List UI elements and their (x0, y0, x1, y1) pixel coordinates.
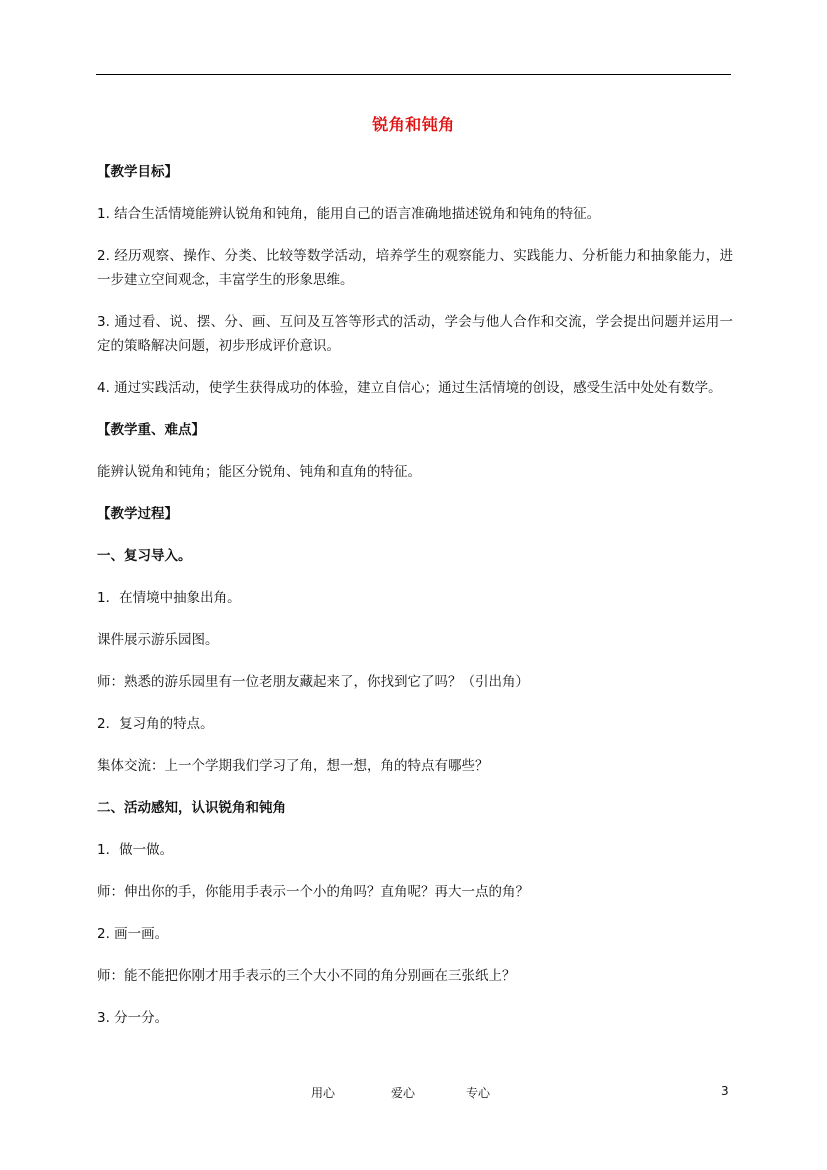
paragraph-draw-it: 2. 画一画。 (97, 926, 169, 942)
subheading-review: 一、复习导入。 (97, 548, 192, 564)
paragraph-teacher-2: 师：伸出你的手，你能用手表示一个小的角吗？直角呢？再大一点的角？ (97, 884, 529, 900)
section-heading-process: 【教学过程】 (97, 506, 178, 522)
paragraph-step-1: 1．在情境中抽象出角。 (97, 590, 241, 606)
footer-motto-2: 爱心 (391, 1086, 416, 1100)
paragraph-objective-2: 2. 经历观察、操作、分类、比较等数学活动，培养学生的观察能力、实践能力、分析能力和抽象能力，进一步建立空间观念，丰富学生的形象思维。 (97, 248, 733, 288)
paragraph-sort-it: 3. 分一分。 (97, 1010, 169, 1026)
paragraph-objective-4: 4. 通过实践活动，使学生获得成功的体验，建立自信心；通过生活情境的创设，感受生活中处处有数学。 (97, 380, 722, 396)
footer-motto-1: 用心 (311, 1086, 336, 1100)
paragraph-objective-3: 3. 通过看、说、摆、分、画、互问及互答等形式的活动，学会与他人合作和交流，学会提出问题并运用一定的策略解决问题，初步形成评价意识。 (97, 314, 733, 354)
paragraph-group-discussion: 集体交流：上一个学期我们学习了角，想一想，角的特点有哪些？ (97, 758, 489, 774)
paragraph-step-2: 2．复习角的特点。 (97, 716, 214, 732)
paragraph-teacher-1: 师：熟悉的游乐园里有一位老朋友藏起来了，你找到它了吗？（引出角） (97, 674, 529, 690)
document-title: 锐角和钝角 (372, 115, 455, 134)
paragraph-courseware: 课件展示游乐园图。 (97, 632, 219, 648)
footer-motto-3: 专心 (466, 1086, 491, 1100)
paragraph-do-it: 1．做一做。 (97, 842, 174, 858)
section-heading-key-points: 【教学重、难点】 (97, 422, 205, 438)
header-rule (96, 74, 731, 75)
page-number: 3 (721, 1084, 729, 1098)
document-body (97, 160, 733, 1048)
paragraph-objective-1: 1. 结合生活情境能辨认锐角和钝角，能用自己的语言准确地描述锐角和钝角的特征。 (97, 206, 601, 222)
paragraph-key-points: 能辨认锐角和钝角；能区分锐角、钝角和直角的特征。 (97, 464, 421, 480)
subheading-activity: 二、活动感知，认识锐角和钝角 (97, 800, 286, 816)
page-footer (0, 1084, 827, 1104)
section-heading-objectives: 【教学目标】 (97, 164, 178, 180)
paragraph-teacher-3: 师：能不能把你刚才用手表示的三个大小不同的角分别画在三张纸上？ (97, 968, 516, 984)
